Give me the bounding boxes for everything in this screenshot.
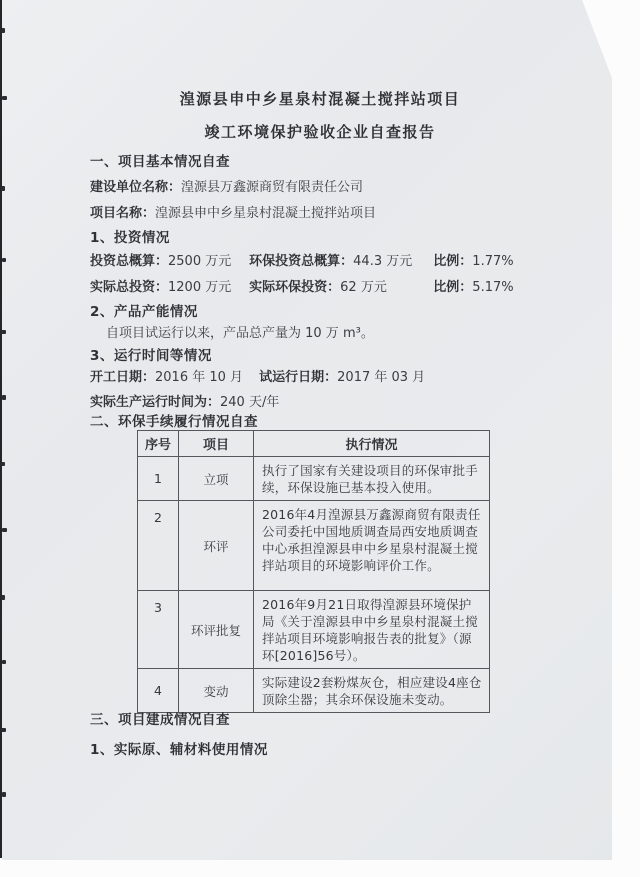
row-seq: 1 (138, 457, 179, 501)
builder-name-label: 建设单位名称： (90, 180, 182, 195)
start-date: 开工日期：2016 年 10 月 (90, 370, 244, 385)
env-procedure-table (137, 430, 490, 713)
row-item: 环评批复 (179, 591, 254, 669)
actual-total-invest: 实际总投资：1200 万元 (90, 280, 232, 295)
invest-total-budget: 投资总概算：2500 万元 (90, 254, 232, 269)
table-row (138, 501, 490, 591)
row-item: 变动 (179, 669, 254, 713)
section3-heading: 三、项目建成情况自查 (90, 712, 230, 728)
header-seq: 序号 (138, 431, 179, 457)
dates-line (90, 366, 600, 385)
project-name-line (90, 202, 600, 221)
row-seq: 2 (138, 501, 179, 591)
actual-invest-line (90, 276, 600, 295)
actual-env-invest: 实际环保投资：62 万元 (249, 280, 387, 295)
header-item: 项目 (179, 431, 254, 457)
subsection-invest-heading: 1、投资情况 (90, 230, 170, 246)
builder-name-value: 湟源县万鑫源商贸有限责任公司 (181, 180, 364, 195)
row-seq: 3 (138, 591, 179, 669)
header-detail: 执行情况 (254, 431, 490, 457)
section1-heading: 一、项目基本情况自查 (90, 154, 230, 170)
builder-name-line (90, 176, 600, 195)
invest-ratio: 比例：1.77% (433, 254, 514, 269)
row-detail: 2016年4月湟源县万鑫源商贸有限责任公司委托中国地质调查局西安地质调查中心承担湟源县申中乡星泉村混凝土搅拌站项目的环境影响评价工作。 (254, 501, 490, 591)
row-item: 立项 (179, 457, 254, 501)
actual-ratio: 比例：5.17% (433, 280, 514, 295)
table-header-row (138, 431, 490, 457)
subsection-runtime-heading: 3、运行时间等情况 (90, 348, 212, 364)
row-item: 环评 (179, 501, 254, 591)
invest-budget-line (90, 250, 600, 269)
row-detail: 执行了国家有关建设项目的环保审批手续，环保设施已基本投入使用。 (254, 457, 490, 501)
env-invest-budget: 环保投资总概算：44.3 万元 (249, 254, 413, 269)
subsection-materials-heading: 1、实际原、辅材料使用情况 (90, 742, 268, 758)
section2-heading: 二、环保手续履行情况自查 (90, 414, 258, 430)
document-title-line1: 湟源县申中乡星泉村混凝土搅拌站项目 (179, 90, 461, 108)
row-detail: 实际建设2套粉煤灰仓，相应建设4座仓顶除尘器；其余环保设施未变动。 (254, 669, 490, 713)
table-row (138, 457, 490, 501)
capacity-text: 自项目试运行以来，产品总产量为 10 万 m³。 (106, 326, 374, 341)
runtime-label: 实际生产运行时间为： (90, 395, 221, 410)
table-row (138, 669, 490, 713)
trial-date: 试运行日期：2017 年 03 月 (259, 370, 426, 385)
subsection-capacity-heading: 2、产品产能情况 (90, 304, 198, 320)
runtime-line (90, 391, 600, 410)
row-detail: 2016年9月21日取得湟源县环境保护局《关于湟源县申中乡星泉村混凝土搅拌站项目环境影响报告表的批复》（源环[2016]56号）。 (254, 591, 490, 669)
runtime-value: 240 天/年 (220, 395, 280, 410)
row-seq: 4 (138, 669, 179, 713)
project-name-value: 湟源县申中乡星泉村混凝土搅拌站项目 (155, 206, 377, 221)
project-name-label: 项目名称： (90, 206, 156, 221)
table-row (138, 591, 490, 669)
document-title-line2: 竣工环境保护验收企业自查报告 (204, 123, 436, 141)
